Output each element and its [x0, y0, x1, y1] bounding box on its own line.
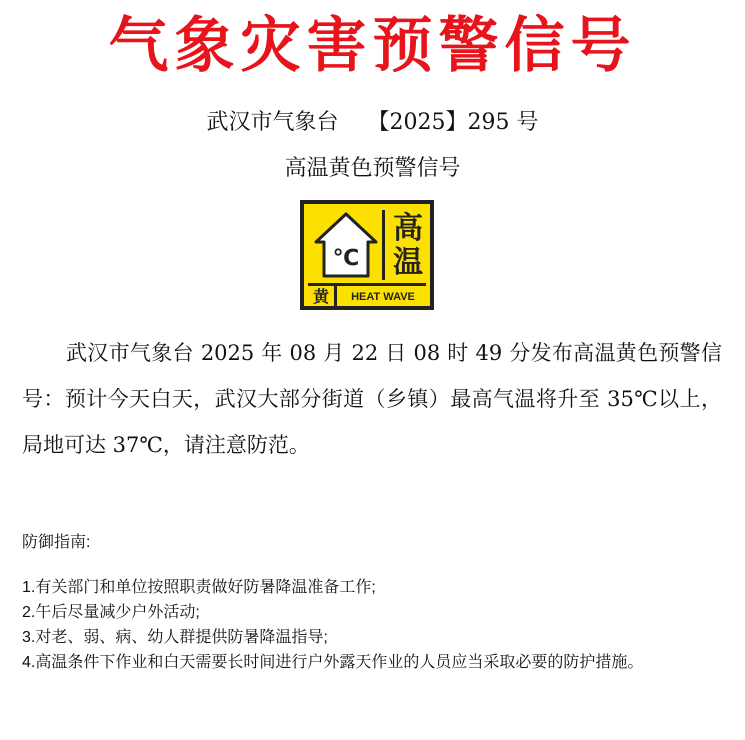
thermometer-house-icon	[310, 210, 382, 280]
guide-item: 2.午后尽量减少户外活动;	[22, 604, 200, 621]
guide-item: 4.高温条件下作业和白天需要长时间进行户外露天作业的人员应当采取必要的防护措施。	[22, 654, 644, 671]
sign-english-label: HEAT WAVE	[351, 291, 415, 303]
sign-divider-small	[334, 286, 337, 306]
guide-list	[22, 576, 722, 676]
celsius-symbol: ℃	[332, 246, 360, 271]
sign-divider	[382, 210, 385, 280]
sign-char-2: 温	[393, 245, 423, 280]
warning-signal-icon	[300, 200, 434, 310]
warning-notice-text: 武汉市气象台 2025 年 08 月 22 日 08 时 49 分发布高温黄色预警信号：预计今天白天，武汉大部分街道（乡镇）最高气温将升至 35℃以上，局地可达 37℃，请注意防范。	[22, 341, 722, 457]
signal-name: 高温黄色预警信号	[284, 156, 461, 181]
issuer-document-number: 武汉市气象台 【2025】295 号	[206, 110, 539, 135]
guide-item: 1.有关部门和单位按照职责做好防暑降温准备工作;	[22, 579, 376, 596]
sign-divider-horizontal	[308, 283, 426, 286]
document-title: 气象灾害预警信号	[108, 11, 637, 81]
guide-item: 3.对老、弱、病、幼人群提供防暑降温指导;	[22, 629, 328, 646]
sign-char-1: 高	[393, 211, 423, 246]
sign-level-char: 黄	[312, 287, 329, 306]
guide-title: 防御指南:	[22, 534, 91, 551]
